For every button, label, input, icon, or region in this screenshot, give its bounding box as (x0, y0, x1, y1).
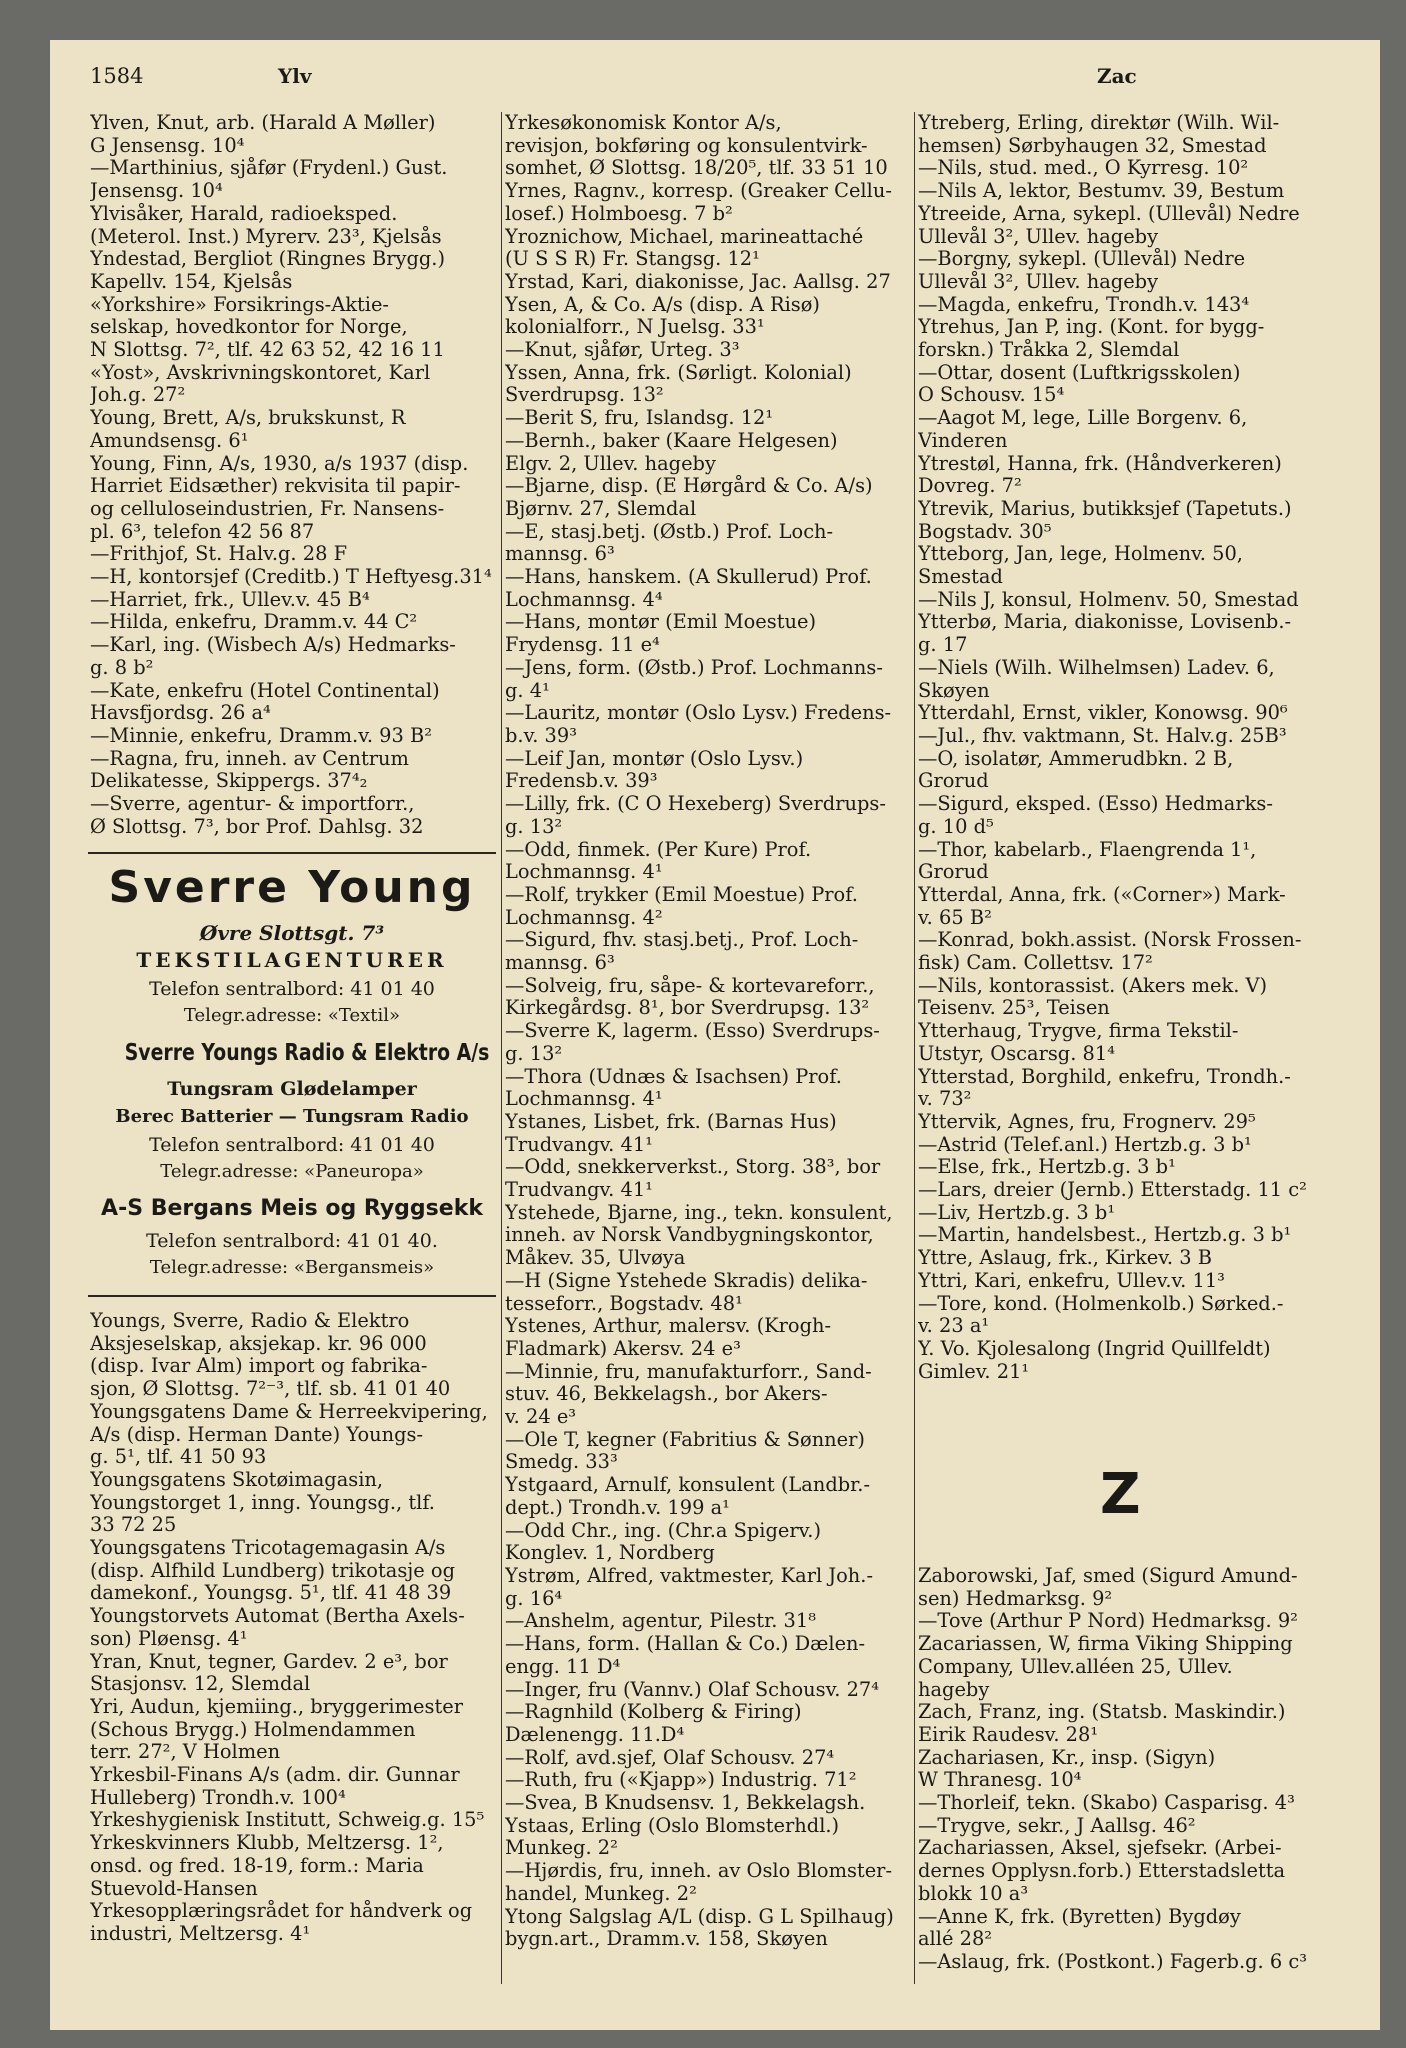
directory-line: bygn.art., Dramm.v. 158, Skøyen (505, 1928, 828, 1951)
ad-phone-1: Telefon sentralbord: 41 01 40 (149, 978, 435, 1000)
directory-line: Elgv. 2, Ullev. hageby (505, 452, 716, 475)
directory-line: v. 73² (918, 1088, 972, 1111)
directory-line: N Slottsg. 7², tlf. 42 63 52, 42 16 11 (90, 339, 445, 362)
directory-line: industri, Meltzersg. 4¹ (90, 1922, 311, 1945)
directory-line: —Lilly, frk. (C O Hexeberg) Sverdrups- (505, 793, 886, 816)
directory-line: Ysen, A, & Co. A/s (disp. A Risø) (505, 293, 820, 316)
directory-line: Delikatesse, Skippergs. 37⁴₂ (90, 770, 368, 793)
directory-line: —Anshelm, agentur, Pilestr. 31⁸ (505, 1610, 816, 1633)
directory-line: Stasjonsv. 12, Slemdal (90, 1673, 311, 1696)
directory-line: somhet, Ø Slottsg. 18/20⁵, tlf. 33 51 10 (505, 157, 888, 180)
directory-line: Bjørnv. 27, Slemdal (505, 497, 697, 520)
ad-top-rule (88, 852, 496, 854)
directory-line: —Ragna, fru, inneh. av Centrum (90, 747, 409, 770)
directory-line: —Odd, snekkerverkst., Storg. 38³, bor (505, 1156, 881, 1179)
directory-line: —H, kontorsjef (Creditb.) T Heftyesg.31⁴ (90, 566, 492, 589)
directory-line: Ullevål 3², Ullev. hageby (918, 225, 1159, 248)
directory-line: hageby (918, 1678, 990, 1701)
directory-line: fisk) Cam. Collettsv. 17² (918, 952, 1153, 975)
ad-bottom-rule (88, 1295, 496, 1297)
directory-line: og celluloseindustrien, Fr. Nansens- (90, 497, 445, 520)
directory-line: —Magda, enkefru, Trondh.v. 143⁴ (918, 293, 1250, 316)
directory-line: —Thorleif, tekn. (Skabo) Casparisg. 4³ (918, 1792, 1295, 1815)
directory-line: (U S S R) Fr. Stangsg. 12¹ (505, 248, 760, 271)
directory-line: —Frithjof, St. Halv.g. 28 F (90, 543, 348, 566)
directory-line: Zacariassen, W, firma Viking Shipping (918, 1633, 1293, 1656)
directory-line: v. 24 e³ (505, 1406, 577, 1429)
directory-line: (Schous Brygg.) Holmendammen (90, 1718, 416, 1741)
directory-line: —Berit S, fru, Islandsg. 12¹ (505, 407, 774, 430)
directory-line: Youngsgatens Tricotagemagasin A/s (90, 1537, 446, 1560)
directory-line: Utstyr, Oscarsg. 81⁴ (918, 1042, 1115, 1065)
directory-line: Ytreberg, Erling, direktør (Wilh. Wil- (918, 112, 1280, 134)
directory-line: Jensensg. 10⁴ (90, 180, 223, 203)
directory-line: —Odd Chr., ing. (Chr.a Spigerv.) (505, 1519, 822, 1542)
directory-line: pl. 6³, telefon 42 56 87 (90, 520, 315, 543)
directory-line: —Jul., fhv. vaktmann, St. Halv.g. 25B³ (918, 724, 1287, 747)
directory-line: Yndestad, Bergliot (Ringnes Brygg.) (90, 248, 446, 271)
directory-line: Grorud (918, 861, 989, 884)
directory-line: —Astrid (Telef.anl.) Hertzb.g. 3 b¹ (918, 1133, 1252, 1156)
directory-line: Lochmannsg. 4² (505, 906, 663, 929)
directory-line: Kirkegårdsg. 8¹, bor Sverdrupsg. 13² (505, 997, 870, 1020)
directory-line: Youngstorvets Automat (Bertha Axels- (90, 1605, 465, 1628)
directory-line: forskn.) Tråkka 2, Slemdal (918, 339, 1180, 362)
directory-line: Ytrehus, Jan P, ing. (Kont. for bygg- (918, 316, 1265, 339)
directory-line: Måkev. 35, Ulvøya (505, 1247, 686, 1270)
directory-line: Ytterstad, Borghild, enkefru, Trondh.- (918, 1065, 1291, 1088)
directory-line: Yrkesopplæringsrådet for håndverk og (90, 1900, 473, 1923)
directory-line: Yttri, Kari, enkefru, Ullev.v. 11³ (918, 1269, 1225, 1292)
directory-line: engg. 11 D⁴ (505, 1655, 621, 1678)
directory-line: —Hilda, enkefru, Dramm.v. 44 C² (90, 611, 418, 634)
directory-line: —Jens, form. (Østb.) Prof. Lochmanns- (505, 656, 883, 679)
directory-line: —Minnie, enkefru, Dramm.v. 93 B² (90, 724, 433, 747)
directory-line: —Hans, hanskem. (A Skullerud) Prof. (505, 566, 872, 589)
directory-line: Zachariasen, Kr., insp. (Sigyn) (918, 1746, 1216, 1769)
ad-telegram-2: Telegr.adresse: «Paneuropa» (160, 1161, 424, 1182)
directory-line: Smestad (918, 566, 1003, 589)
directory-line: g. 13² (505, 815, 563, 838)
directory-line: Vinderen (918, 429, 1008, 452)
directory-line: tesseforr., Bogstadv. 48¹ (505, 1292, 743, 1315)
directory-line: Company, Ullev.alléen 25, Ullev. (918, 1655, 1233, 1678)
directory-line: —Rolf, avd.sjef, Olaf Schousv. 27⁴ (505, 1746, 835, 1769)
directory-line: (disp. Alfhild Lundberg) trikotasje og (90, 1559, 456, 1582)
right-guide-word: Zac (1097, 64, 1137, 88)
directory-line: Trudvangv. 41¹ (505, 1179, 653, 1202)
directory-line: stuv. 46, Bekkelagsh., bor Akers- (505, 1383, 828, 1406)
directory-line: kolonialforr., N Juelsg. 33¹ (505, 316, 765, 339)
column-1-bottom (90, 1310, 495, 1946)
directory-line: Ystanes, Lisbet, frk. (Barnas Hus) (505, 1110, 837, 1133)
directory-line: Fladmark) Akersv. 24 e³ (505, 1337, 741, 1360)
directory-line: —Ruth, fru («Kjapp») Industrig. 71² (505, 1769, 857, 1792)
directory-line: Eirik Raudesv. 28¹ (918, 1723, 1099, 1746)
directory-line: (Meterol. Inst.) Myrerv. 23³, Kjelsås (90, 225, 442, 248)
directory-line: Kapellv. 154, Kjelsås (90, 270, 293, 293)
directory-line: —Nils J, konsul, Holmenv. 50, Smestad (918, 588, 1299, 611)
directory-line: dernes Opplysn.forb.) Etterstadsletta (918, 1860, 1286, 1883)
directory-line: —Karl, ing. (Wisbech A/s) Hedmarks- (90, 634, 456, 657)
directory-line: —Ragnhild (Kolberg & Firing) (505, 1701, 802, 1724)
directory-line: A/s (disp. Herman Dante) Youngs- (90, 1423, 424, 1446)
directory-line: Fredensb.v. 39³ (505, 770, 658, 793)
directory-line: Frydensg. 11 e⁴ (505, 634, 660, 657)
column-3-z-section (918, 1565, 1320, 1974)
directory-line: —Knut, sjåfør, Urteg. 3³ (505, 339, 740, 362)
directory-line: —Sverre, agentur- & importforr., (90, 793, 415, 816)
directory-line: Hulleberg) Trondh.v. 100⁴ (90, 1786, 346, 1809)
directory-line: g. 4¹ (505, 679, 550, 702)
directory-line: G Jensensg. 10⁴ (90, 134, 245, 157)
directory-line: Aksjeselskap, aksjekap. kr. 96 000 (90, 1332, 427, 1355)
directory-line: Ytterdal, Anna, frk. («Corner») Mark- (918, 883, 1286, 906)
directory-line: —Odd, finmek. (Per Kure) Prof. (505, 838, 812, 861)
directory-line: —Trygve, sekr., J Aallsg. 46² (918, 1814, 1196, 1837)
directory-line: revisjon, bokføring og konsulentvirk- (505, 134, 868, 157)
directory-line: —O, isolatør, Ammerudbkn. 2 B, (918, 747, 1234, 770)
directory-line: —Niels (Wilh. Wilhelmsen) Ladev. 6, (918, 656, 1275, 679)
directory-line: Bogstadv. 30⁵ (918, 520, 1052, 543)
directory-line: Joh.g. 27² (90, 384, 186, 407)
directory-line: —Hjørdis, fru, inneh. av Oslo Blomster- (505, 1860, 892, 1883)
directory-line: son) Pløensg. 4¹ (90, 1627, 248, 1650)
section-letter: Z (1100, 1462, 1141, 1527)
directory-line: Yssen, Anna, frk. (Sørligt. Kolonial) (505, 361, 852, 384)
directory-line: Y. Vo. Kjolesalong (Ingrid Quillfeldt) (918, 1337, 1271, 1360)
directory-line: —Nils, kontorassist. (Akers mek. V) (918, 974, 1268, 997)
directory-line: —Rolf, trykker (Emil Moestue) Prof. (505, 883, 858, 906)
directory-line: «Yorkshire» Forsikrings-Aktie- (90, 293, 389, 316)
directory-line: —Aslaug, frk. (Postkont.) Fagerb.g. 6 c³ (918, 1950, 1308, 1973)
directory-line: damekonf., Youngsg. 5¹, tlf. 41 48 39 (90, 1582, 452, 1605)
column-rule-left (501, 112, 502, 1984)
directory-line: Munkeg. 2² (505, 1837, 618, 1860)
directory-line: Stuevold-Hansen (90, 1877, 258, 1900)
directory-line: —Thora (Udnæs & Isachsen) Prof. (505, 1065, 842, 1088)
directory-line: Zachariassen, Aksel, sjefsekr. (Arbei- (918, 1837, 1282, 1860)
directory-line: hemsen) Sørbyhaugen 32, Smestad (918, 134, 1267, 157)
directory-line: Konglev. 1, Nordberg (505, 1542, 715, 1565)
directory-line: Ytterdahl, Ernst, vikler, Konowsg. 90⁶ (918, 702, 1288, 725)
directory-line: —Martin, handelsbest., Hertzb.g. 3 b¹ (918, 1224, 1292, 1247)
ad-name: Sverre Young (108, 862, 476, 913)
left-guide-word: Ylv (278, 64, 312, 88)
directory-line: —Solveig, fru, såpe- & kortevareforr., (505, 974, 875, 997)
directory-line: —Ole T, kegner (Fabritius & Sønner) (505, 1428, 865, 1451)
directory-line: Ystaas, Erling (Oslo Blomsterhdl.) (505, 1814, 840, 1837)
directory-line: Havsfjordsg. 26 a⁴ (90, 702, 271, 725)
directory-line: allé 28² (918, 1928, 993, 1951)
directory-line: Smedg. 33³ (505, 1451, 618, 1474)
directory-line: terr. 27², V Holmen (90, 1741, 281, 1764)
directory-line: Yrnes, Ragnv., korresp. (Greaker Cellu- (505, 180, 892, 203)
directory-line: Dælenengg. 11.D⁴ (505, 1723, 685, 1746)
directory-line: mannsg. 6³ (505, 543, 615, 566)
directory-line: b.v. 39³ (505, 724, 578, 747)
directory-line: —Lars, dreier (Jernb.) Etterstadg. 11 c² (918, 1179, 1307, 1202)
directory-line: —Sverre K, lagerm. (Esso) Sverdrups- (505, 1020, 880, 1043)
directory-line: Harriet Eidsæther) rekvisita til papir- (90, 475, 461, 498)
directory-line: g. 10 d⁵ (918, 815, 994, 838)
directory-line: Ystehede, Bjarne, ing., tekn. konsulent, (505, 1201, 893, 1224)
directory-line: sjon, Ø Slottsg. 7²⁻³, tlf. sb. 41 01 40 (90, 1378, 451, 1401)
ad-telegram-1: Telegr.adresse: «Textil» (183, 1005, 401, 1026)
directory-line: Ystenes, Arthur, malersv. (Krogh- (505, 1315, 832, 1338)
directory-line: 33 72 25 (90, 1514, 177, 1537)
ad-phone-2: Telefon sentralbord: 41 01 40 (149, 1134, 435, 1156)
directory-line: g. 13² (505, 1042, 563, 1065)
directory-line: —Hans, montør (Emil Moestue) (505, 611, 817, 634)
directory-line: —Tove (Arthur P Nord) Hedmarksg. 9² (918, 1610, 1298, 1633)
directory-line: Yroznichow, Michael, marineattaché (505, 225, 864, 248)
directory-line: Youngs, Sverre, Radio & Elektro (90, 1310, 410, 1332)
directory-line: Ytterhaug, Trygve, firma Tekstil- (918, 1020, 1239, 1043)
page-number: 1584 (90, 64, 144, 88)
directory-line: Ytong Salgslag A/L (disp. G L Spilhaug) (505, 1905, 894, 1928)
directory-line: g. 5¹, tlf. 41 50 93 (90, 1446, 267, 1469)
directory-line: mannsg. 6³ (505, 952, 615, 975)
directory-line: Teisenv. 25³, Teisen (918, 997, 1110, 1020)
directory-line: Ylvisåker, Harald, radioeksped. (90, 202, 398, 225)
directory-line: inneh. av Norsk Vandbygningskontor, (505, 1224, 874, 1247)
directory-line: Grorud (918, 770, 989, 793)
directory-line: —E, stasj.betj. (Østb.) Prof. Loch- (505, 520, 834, 543)
column-1-top (90, 112, 495, 839)
directory-line: Lochmannsg. 4¹ (505, 1088, 663, 1111)
directory-line: —Bernh., baker (Kaare Helgesen) (505, 429, 838, 452)
directory-line: —Ottar, dosent (Luftkrigsskolen) (918, 361, 1241, 384)
directory-line: Lochmannsg. 4⁴ (505, 588, 663, 611)
directory-line: —Liv, Hertzb.g. 3 b¹ (918, 1201, 1116, 1224)
directory-line: losef.) Holmboesg. 7 b² (505, 202, 733, 225)
directory-line: Skøyen (918, 679, 990, 702)
directory-line: Zaborowski, Jaf, smed (Sigurd Amund- (918, 1565, 1298, 1587)
directory-line: —H (Signe Ystehede Skradis) delika- (505, 1269, 868, 1292)
directory-line: dept.) Trondh.v. 199 a¹ (505, 1496, 730, 1519)
directory-line: Youngstorget 1, inng. Youngsg., tlf. (90, 1491, 435, 1514)
ad-business: TEKSTILAGENTURER (136, 948, 448, 972)
directory-line: —Minnie, fru, manufakturforr., Sand- (505, 1360, 872, 1383)
directory-line: Yrstad, Kari, diakonisse, Jac. Aallsg. 27 (505, 270, 891, 293)
directory-line: Yrkeskvinners Klubb, Meltzersg. 1², (90, 1832, 444, 1855)
ad-product-line-1: Tungsram Glødelamper (167, 1078, 417, 1100)
directory-line: —Nils A, lektor, Bestumv. 39, Bestum (918, 180, 1285, 203)
directory-line: g. 17 (918, 634, 968, 657)
directory-line: —Sigurd, eksped. (Esso) Hedmarks- (918, 793, 1273, 816)
ad-phone-3: Telefon sentralbord: 41 01 40. (146, 1230, 438, 1252)
directory-line: Ytreeide, Arna, sykepl. (Ullevål) Nedre (918, 202, 1300, 225)
directory-line: Ylven, Knut, arb. (Harald A Møller) (90, 112, 436, 134)
directory-line: Youngsgatens Dame & Herreekvipering, (90, 1400, 488, 1423)
directory-line: —Svea, B Knudsensv. 1, Bekkelagsh. (505, 1792, 866, 1815)
directory-line: —Hans, form. (Hallan & Co.) Dælen- (505, 1633, 866, 1656)
directory-line: Ytrevik, Marius, butikksjef (Tapetuts.) (918, 497, 1292, 520)
directory-line: —Thor, kabelarb., Flaengrenda 1¹, (918, 838, 1257, 861)
column-rule-right (914, 112, 915, 1984)
directory-line: Trudvangv. 41¹ (505, 1133, 653, 1156)
directory-line: —Lauritz, montør (Oslo Lysv.) Fredens- (505, 702, 892, 725)
directory-line: Gimlev. 21¹ (918, 1360, 1030, 1383)
directory-line: handel, Munkeg. 2² (505, 1882, 697, 1905)
directory-line: Yrkeshygienisk Institutt, Schweig.g. 15⁵ (90, 1809, 485, 1832)
directory-line: O Schousv. 15⁴ (918, 384, 1065, 407)
directory-line: —Kate, enkefru (Hotel Continental) (90, 679, 440, 702)
directory-line: Yran, Knut, tegner, Gardev. 2 e³, bor (90, 1650, 448, 1673)
directory-line: Yrkesbil-Finans A/s (adm. dir. Gunnar (90, 1764, 460, 1787)
directory-line: —Tore, kond. (Holmenkolb.) Sørked.- (918, 1292, 1284, 1315)
directory-line: Zach, Franz, ing. (Statsb. Maskindir.) (918, 1701, 1286, 1724)
directory-line: W Thranesg. 10⁴ (918, 1769, 1082, 1792)
directory-line: Sverdrupsg. 13² (505, 384, 664, 407)
directory-line: —Harriet, frk., Ullev.v. 45 B⁴ (90, 588, 370, 611)
directory-line: Ystgaard, Arnulf, konsulent (Landbr.- (505, 1474, 870, 1497)
directory-line: v. 65 B² (918, 906, 992, 929)
directory-line: —Marthinius, sjåfør (Frydenl.) Gust. (90, 157, 448, 180)
directory-line: «Yost», Avskrivningskontoret, Karl (90, 361, 431, 384)
directory-line: Yttervik, Agnes, fru, Frognerv. 29⁵ (918, 1110, 1256, 1133)
directory-line: selskap, hovedkontor for Norge, (90, 316, 408, 339)
directory-line: Ytterbø, Maria, diakonisse, Lovisenb.- (918, 611, 1292, 634)
directory-line: (disp. Ivar Alm) import og fabrika- (90, 1355, 428, 1378)
directory-line: onsd. og fred. 18-19, form.: Maria (90, 1854, 424, 1877)
directory-line: g. 8 b² (90, 656, 154, 679)
column-2 (505, 112, 909, 1951)
ad-address: Øvre Slottsgt. 7³ (199, 921, 385, 945)
ad-product-line-2: Berec Batterier — Tungsram Radio (115, 1106, 469, 1127)
directory-line: —Konrad, bokh.assist. (Norsk Frossen- (918, 929, 1302, 952)
ad-company-3: A-S Bergans Meis og Ryggsekk (101, 1196, 483, 1221)
directory-line: Ystrøm, Alfred, vaktmester, Karl Joh.- (505, 1565, 874, 1587)
directory-line: sen) Hedmarksg. 9² (918, 1587, 1113, 1610)
directory-line: —Aagot M, lege, Lille Borgenv. 6, (918, 407, 1248, 430)
directory-line: Young, Brett, A/s, brukskunst, R (90, 407, 406, 430)
directory-line: Dovreg. 7² (918, 475, 1022, 498)
directory-line: —Nils, stud. med., O Kyrresg. 10² (918, 157, 1249, 180)
directory-line: —Else, frk., Hertzb.g. 3 b¹ (918, 1156, 1176, 1179)
ad-telegram-3: Telegr.adresse: «Bergansmeis» (149, 1257, 435, 1278)
directory-line: —Bjarne, disp. (E Hørgård & Co. A/s) (505, 475, 873, 498)
directory-line: Youngsgatens Skotøimagasin, (90, 1468, 384, 1491)
directory-line: blokk 10 a³ (918, 1882, 1029, 1905)
directory-line: Ø Slottsg. 7³, bor Prof. Dahlsg. 32 (90, 815, 424, 838)
directory-line: Ullevål 3², Ullev. hageby (918, 270, 1159, 293)
directory-line: Yri, Audun, kjemiing., bryggerimester (90, 1695, 463, 1718)
directory-line: Amundsensg. 6¹ (90, 429, 249, 452)
directory-line: Lochmannsg. 4¹ (505, 861, 663, 884)
directory-line: —Leif Jan, montør (Oslo Lysv.) (505, 747, 804, 770)
directory-line: v. 23 a¹ (918, 1315, 990, 1338)
directory-line: —Borgny, sykepl. (Ullevål) Nedre (918, 248, 1246, 271)
directory-line: Ytrestøl, Hanna, frk. (Håndverkeren) (918, 452, 1282, 475)
directory-line: g. 16⁴ (505, 1587, 563, 1610)
directory-line: —Anne K, frk. (Byretten) Bygdøy (918, 1905, 1241, 1928)
directory-line: Yttre, Aslaug, frk., Kirkev. 3 B (918, 1247, 1213, 1270)
directory-line: Ytteborg, Jan, lege, Holmenv. 50, (918, 543, 1243, 566)
ad-company-2: Sverre Youngs Radio & Elektro A/s (124, 1040, 490, 1066)
directory-line: Yrkesøkonomisk Kontor A/s, (505, 112, 782, 134)
column-3 (918, 112, 1320, 1383)
directory-line: —Sigurd, fhv. stasj.betj., Prof. Loch- (505, 929, 859, 952)
directory-line: —Inger, fru (Vannv.) Olaf Schousv. 27⁴ (505, 1678, 880, 1701)
directory-line: Young, Finn, A/s, 1930, a/s 1937 (disp. (90, 452, 469, 475)
